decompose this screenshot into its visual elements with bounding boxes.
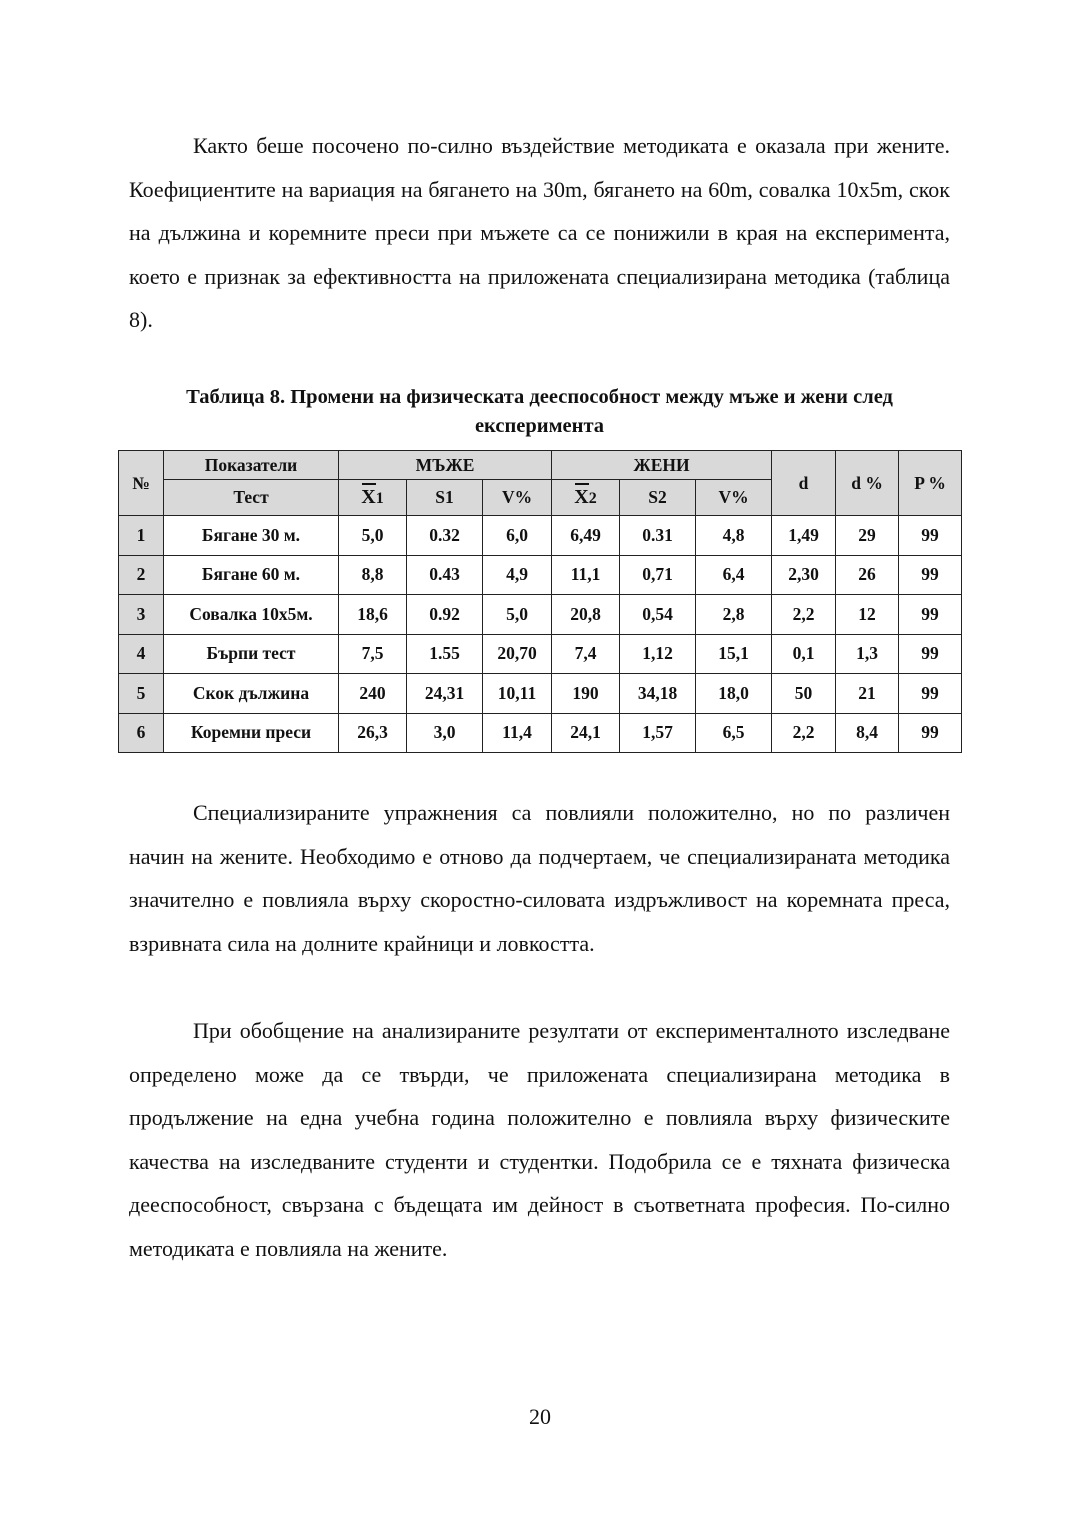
row-number-cell: 5 [119,674,164,714]
table-row [119,674,962,714]
men-sd-cell: 3,0 [407,713,483,753]
header-v2: V% [696,480,772,516]
diff-d-cell: 1,49 [772,516,836,556]
men-sd-cell: 0.92 [407,595,483,635]
women-sd-cell: 0.31 [620,516,696,556]
p-percent-cell: 99 [899,713,962,753]
men-mean-cell: 18,6 [339,595,407,635]
men-mean-cell: 5,0 [339,516,407,556]
women-v-cell: 18,0 [696,674,772,714]
women-sd-cell: 1,12 [620,634,696,674]
women-v-cell: 4,8 [696,516,772,556]
diff-d-cell: 0,1 [772,634,836,674]
header-x2-mean: X2 [552,480,620,516]
men-mean-cell: 7,5 [339,634,407,674]
men-sd-cell: 0.43 [407,555,483,595]
header-test: Тест [164,480,339,516]
diff-d-cell: 2,2 [772,713,836,753]
table-row [119,555,962,595]
paragraph-specialized-exercises: Специализираните упражнения са повлияли положително, но по различен начин на жените. Необходимо е отново да подчертаем, че специализираната методика значително е повлияла върху скоростно-силовата издръжливост на коремната преса, взривната сила на долните крайници и ловкостта. [129,800,950,956]
women-sd-cell: 0,54 [620,595,696,635]
diff-d-percent-cell: 21 [836,674,899,714]
p-percent-cell: 99 [899,595,962,635]
row-number-cell: 3 [119,595,164,635]
table-body [119,516,962,753]
header-indicators: Показатели [164,451,339,480]
diff-d-percent-cell: 12 [836,595,899,635]
table-row [119,634,962,674]
header-d: d [772,451,836,516]
men-v-cell: 6,0 [483,516,552,556]
women-mean-cell: 6,49 [552,516,620,556]
p-percent-cell: 99 [899,555,962,595]
women-mean-cell: 20,8 [552,595,620,635]
women-mean-cell: 11,1 [552,555,620,595]
women-mean-cell: 7,4 [552,634,620,674]
men-v-cell: 4,9 [483,555,552,595]
women-sd-cell: 1,57 [620,713,696,753]
table-row [119,595,962,635]
table-row [119,713,962,753]
results-table [118,450,962,753]
table-row [119,516,962,556]
test-name-cell: Коремни преси [164,713,339,753]
women-mean-cell: 24,1 [552,713,620,753]
diff-d-percent-cell: 1,3 [836,634,899,674]
header-d-percent: d % [836,451,899,516]
paragraph-summary: При обобщение на анализираните резултати от експерименталното изследване определено може да се твърди, че приложената специализирана методика в продължение на една учебна година положително е повлияла върху физическите качества на изследваните студенти и студентки. Подобрила се е тяхната физическа дееспособност, свързана с бъдещата им дейност в съответната професия. По-силно методиката е повлияла на жените. [129,1018,950,1261]
test-name-cell: Бягане 30 м. [164,516,339,556]
women-v-cell: 2,8 [696,595,772,635]
header-s1: S1 [407,480,483,516]
women-v-cell: 15,1 [696,634,772,674]
header-men: МЪЖЕ [339,451,552,480]
men-sd-cell: 1.55 [407,634,483,674]
p-percent-cell: 99 [899,634,962,674]
row-number-cell: 4 [119,634,164,674]
diff-d-percent-cell: 29 [836,516,899,556]
test-name-cell: Скок дължина [164,674,339,714]
women-mean-cell: 190 [552,674,620,714]
row-number-cell: 2 [119,555,164,595]
header-s2: S2 [620,480,696,516]
test-name-cell: Совалка 10x5м. [164,595,339,635]
page-number: 20 [529,1404,551,1429]
men-mean-cell: 26,3 [339,713,407,753]
men-v-cell: 20,70 [483,634,552,674]
men-mean-cell: 240 [339,674,407,714]
p-percent-cell: 99 [899,674,962,714]
test-name-cell: Бърпи тест [164,634,339,674]
p-percent-cell: 99 [899,516,962,556]
women-v-cell: 6,5 [696,713,772,753]
men-v-cell: 11,4 [483,713,552,753]
diff-d-percent-cell: 26 [836,555,899,595]
table-caption: Таблица 8. Промени на физическата дееспособност между мъже и жени след експеримента [186,386,893,437]
header-x1-mean: X1 [339,480,407,516]
women-v-cell: 6,4 [696,555,772,595]
diff-d-cell: 50 [772,674,836,714]
men-v-cell: 10,11 [483,674,552,714]
header-v1: V% [483,480,552,516]
test-name-cell: Бягане 60 м. [164,555,339,595]
diff-d-percent-cell: 8,4 [836,713,899,753]
women-sd-cell: 34,18 [620,674,696,714]
women-sd-cell: 0,71 [620,555,696,595]
men-v-cell: 5,0 [483,595,552,635]
header-p-percent: P % [899,451,962,516]
diff-d-cell: 2,30 [772,555,836,595]
header-women: ЖЕНИ [552,451,772,480]
header-number: № [119,451,164,516]
row-number-cell: 6 [119,713,164,753]
row-number-cell: 1 [119,516,164,556]
men-sd-cell: 0.32 [407,516,483,556]
men-sd-cell: 24,31 [407,674,483,714]
paragraph-intro: Както беше посочено по-силно въздействие методиката е оказала при жените. Коефициентите на вариация на бягането на 30m, бягането на 60m, совалка 10x5m, скок на дължина и коремните преси при мъжете са се понижили в края на експеримента, което е признак за ефективността на приложената специализирана методика (таблица 8). [129,133,950,333]
diff-d-cell: 2,2 [772,595,836,635]
men-mean-cell: 8,8 [339,555,407,595]
